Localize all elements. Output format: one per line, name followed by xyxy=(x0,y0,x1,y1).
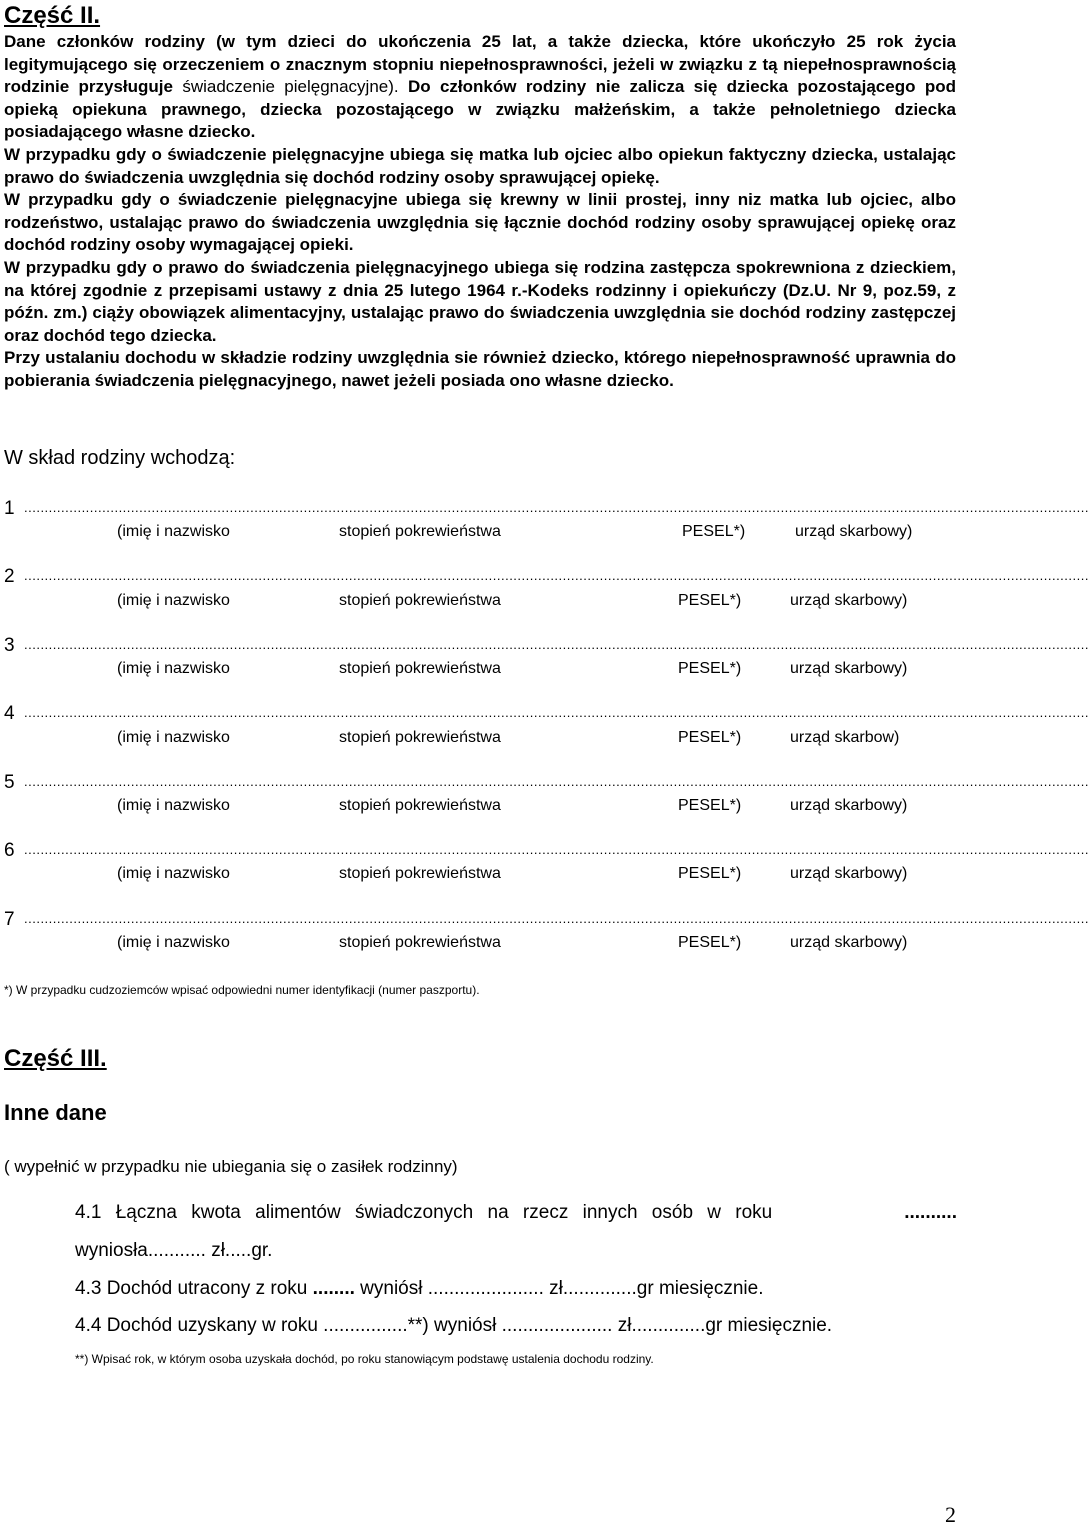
page-number: 2 xyxy=(945,1502,956,1527)
caption-name: (imię i nazwisko xyxy=(117,797,230,814)
year-footnote: **) Wpisać rok, w którym osoba uzyskała dochód, po roku stanowiącym podstawę ustalenia dochodu rodziny. xyxy=(75,1352,654,1366)
paragraph-parent-applicant: W przypadku gdy o świadczenie pielęgnacyjne ubiega się matka lub ojciec albo opiekun faktyczny dziecka, ustalając prawo do świadczenia uwzględnia się dochód rodziny osoby sprawującej opiekę. xyxy=(4,144,956,187)
other-data-heading: Inne dane xyxy=(4,1100,107,1125)
caption-relationship: stopień pokrewieństwa xyxy=(339,865,501,882)
row-number: 2 xyxy=(4,566,15,587)
paragraph-foster-family: W przypadku gdy o prawo do świadczenia pielęgnacyjnego ubiega się rodzina zastępcza spokrewniona z dzieckiem, na której zgodnie z przepisami ustawy z dnia 25 lutego 1964 r.-Kodeks rodzinny i opiekuńczy (Dz.U. Nr 9, poz.59, z późn. zm.) ciąży obowiązek alimentacyjny, ustalając prawo do świadczenia uwzględnia sie dochód rodziny zastępczej oraz dochód tego dziecka. xyxy=(4,257,956,345)
caption-name: (imię i nazwisko xyxy=(117,523,230,540)
caption-relationship: stopień pokrewieństwa xyxy=(339,660,501,677)
caption-name: (imię i nazwisko xyxy=(117,865,230,882)
caption-tax-office: urząd skarbowy) xyxy=(790,934,908,951)
paragraph-1-light: świadczenie pielęgnacyjne). xyxy=(182,77,399,97)
item-4-1-line-1 xyxy=(75,1201,957,1225)
row-number: 3 xyxy=(4,635,15,656)
caption-name: (imię i nazwisko xyxy=(117,660,230,677)
row-number: 7 xyxy=(4,909,15,930)
family-composition-heading: W skład rodziny wchodzą: xyxy=(4,447,236,469)
caption-pesel: PESEL*) xyxy=(678,729,742,746)
caption-pesel: PESEL*) xyxy=(678,934,742,951)
row-number: 1 xyxy=(4,498,15,519)
row-fill-line[interactable]: ................................................................................................................................................................................................................................................................... xyxy=(24,637,1089,652)
item-4-4-line[interactable]: 4.4 Dochód uzyskany w roku ................**) wyniósł ..................... zł..............gr miesięcznie. xyxy=(75,1315,833,1336)
paragraph-1-bold-b: Do członków rodziny nie zalicza się dziecka pozostającego pod opieką opiekuna prawnego, dziecka pozostającego w związku małżeńskim, a także pełnoletniego dziecka posiadającego własne dziecko. xyxy=(4,77,956,142)
row-fill-line[interactable]: ................................................................................................................................................................................................................................................................... xyxy=(24,911,1089,926)
caption-name: (imię i nazwisko xyxy=(117,592,230,609)
row-fill-line[interactable]: ................................................................................................................................................................................................................................................................... xyxy=(24,774,1089,789)
caption-tax-office: urząd skarbowy) xyxy=(795,523,913,540)
row-fill-line[interactable]: ................................................................................................................................................................................................................................................................... xyxy=(24,842,1089,857)
caption-relationship: stopień pokrewieństwa xyxy=(339,797,501,814)
item-4-1-text: 4.1 Łączna kwota alimentów świadczonych na rzecz innych osób w roku xyxy=(75,1202,773,1223)
row-fill-line[interactable]: ................................................................................................................................................................................................................................................................... xyxy=(24,500,1089,515)
caption-pesel: PESEL*) xyxy=(678,660,742,677)
row-fill-line[interactable]: ................................................................................................................................................................................................................................................................... xyxy=(24,568,1089,583)
caption-pesel: PESEL*) xyxy=(678,865,742,882)
row-number: 6 xyxy=(4,840,15,861)
caption-name: (imię i nazwisko xyxy=(117,934,230,951)
caption-name: (imię i nazwisko xyxy=(117,729,230,746)
row-number: 5 xyxy=(4,772,15,793)
paragraph-1-bold-a: Dane członków rodziny (w tym dzieci do ukończenia 25 lat, a także dziecka, które ukończyło 25 rok życia legitymującego się orzeczeniem o znacznym stopniu niepełnosprawności, jeżeli w związku z tą niepełnosprawnością rodzinie przysługuje xyxy=(4,32,956,97)
row-number: 4 xyxy=(4,703,15,724)
caption-pesel: PESEL*) xyxy=(678,797,742,814)
caption-relationship: stopień pokrewieństwa xyxy=(339,729,501,746)
part-2-heading: Część II. xyxy=(4,2,101,29)
row-fill-line[interactable]: ................................................................................................................................................................................................................................................................... xyxy=(24,705,1089,720)
paragraph-income-calculation: Przy ustalaniu dochodu w składzie rodziny uwzględnia sie również dziecko, którego niepełnosprawność uprawnia do pobierania świadczenia pielęgnacyjnego, nawet jeżeli posiada ono własne dziecko. xyxy=(4,348,956,390)
caption-tax-office: urząd skarbowy) xyxy=(790,797,908,814)
caption-relationship: stopień pokrewieństwa xyxy=(339,523,501,540)
item-4-3-line xyxy=(75,1277,763,1301)
paragraph-relative-applicant: W przypadku gdy o świadczenie pielęgnacyjne ubiega się krewny w linii prostej, inny niz matka lub ojciec, albo rodzeństwo, ustalając prawo do świadczenia uwzględnia się łącznie dochód rodziny osoby sprawującej opiekę oraz dochód rodziny osoby wymagającej opieki. xyxy=(4,190,956,255)
part-2-intro xyxy=(4,31,956,393)
foreigner-footnote: *) W przypadku cudzoziemców wpisać odpowiedni numer identyfikacji (numer paszportu). xyxy=(4,983,480,997)
caption-tax-office: urząd skarbowy) xyxy=(790,592,908,609)
part-3-instruction: ( wypełnić w przypadku nie ubiegania się o zasiłek rodzinny) xyxy=(4,1157,458,1176)
caption-tax-office: urząd skarbowy) xyxy=(790,865,908,882)
caption-pesel: PESEL*) xyxy=(678,592,742,609)
caption-tax-office: urząd skarbowy) xyxy=(790,660,908,677)
paragraph-family-definition xyxy=(4,31,956,144)
item-4-3-amount-field[interactable]: wyniósł ...................... zł..............gr miesięcznie. xyxy=(354,1278,764,1299)
item-4-1-amount-field[interactable]: wyniosła........... zł.....gr. xyxy=(75,1240,273,1261)
caption-relationship: stopień pokrewieństwa xyxy=(339,934,501,951)
part-3-heading: Część III. xyxy=(4,1045,107,1072)
caption-relationship: stopień pokrewieństwa xyxy=(339,592,501,609)
item-4-3-text: 4.3 Dochód utracony z roku xyxy=(75,1278,313,1299)
item-4-1-year-field[interactable]: .......... xyxy=(904,1202,957,1223)
caption-pesel: PESEL*) xyxy=(682,523,746,540)
caption-tax-office: urząd skarbow) xyxy=(790,729,900,746)
item-4-3-year-field[interactable]: ........ xyxy=(312,1278,355,1299)
